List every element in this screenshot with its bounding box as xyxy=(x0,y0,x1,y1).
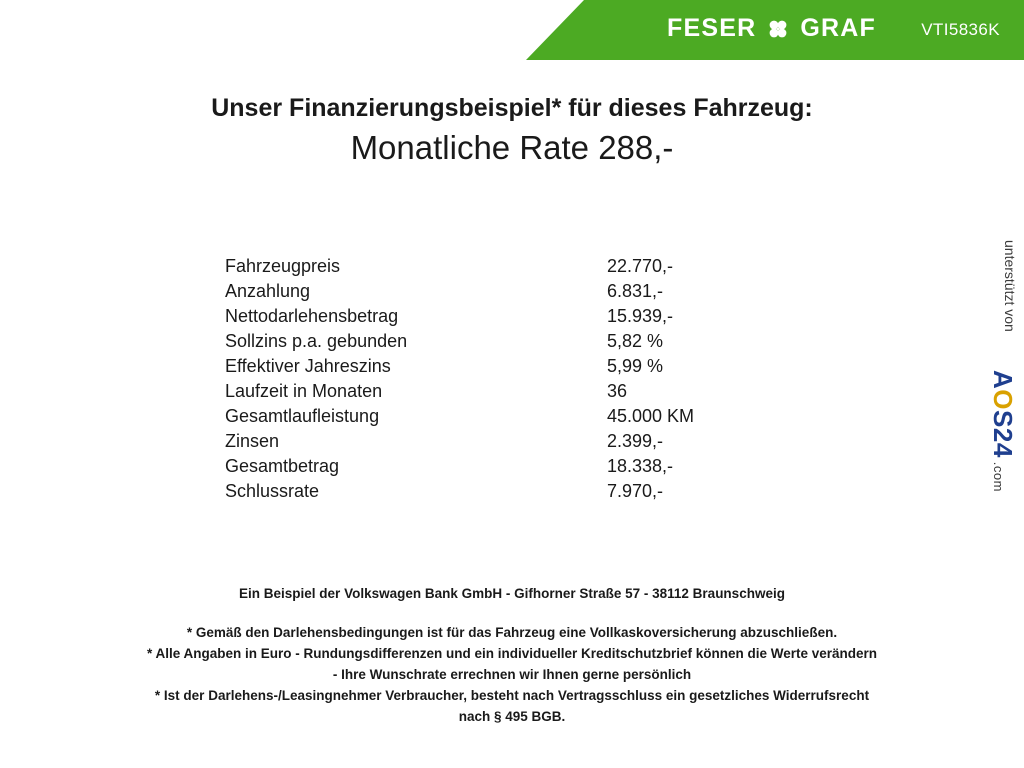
supported-by-block xyxy=(984,240,1018,520)
aos24-logo-24: 24 xyxy=(988,427,1018,458)
page-title: Unser Finanzierungsbeispiel* für dieses Fahrzeug: xyxy=(211,94,813,122)
table-row xyxy=(225,256,785,281)
table-row xyxy=(225,431,785,456)
footnote: nach § 495 BGB. xyxy=(458,708,566,724)
figure-value: 5,99 % xyxy=(607,356,664,376)
figure-label: Schlussrate xyxy=(225,481,320,501)
figure-value: 22.770,- xyxy=(607,256,674,276)
title-block xyxy=(0,94,1024,167)
clover-icon xyxy=(766,17,790,41)
footnote: * Ist der Darlehens-/Leasingnehmer Verbraucher, besteht nach Vertragsschluss ein gesetzliches Widerrufsrecht xyxy=(154,687,870,703)
figure-label: Sollzins p.a. gebunden xyxy=(225,331,408,351)
table-row xyxy=(225,456,785,481)
figures-table xyxy=(225,256,785,506)
table-row xyxy=(225,356,785,381)
figure-value: 45.000 KM xyxy=(607,406,695,426)
table-row xyxy=(225,381,785,406)
figure-value: 15.939,- xyxy=(607,306,674,326)
table-row xyxy=(225,306,785,331)
aos24-logo-a: A xyxy=(988,370,1018,390)
aos24-logo xyxy=(987,370,1018,530)
table-row xyxy=(225,281,785,306)
footnote: - Ihre Wunschrate errechnen wir Ihnen gerne persönlich xyxy=(332,666,692,682)
supported-by-label: unterstützt von xyxy=(1002,240,1018,332)
monthly-rate-headline: Monatliche Rate 288,- xyxy=(350,128,674,166)
aos24-logo-o: O xyxy=(988,389,1018,411)
figure-label: Effektiver Jahreszins xyxy=(225,356,391,376)
table-row xyxy=(225,406,785,431)
table-row xyxy=(225,331,785,356)
figure-value: 7.970,- xyxy=(607,481,664,501)
figure-value: 2.399,- xyxy=(607,431,664,451)
aos24-logo-s: S xyxy=(988,410,1018,428)
figure-value: 6.831,- xyxy=(607,281,664,301)
figure-value: 5,82 % xyxy=(607,331,664,351)
figure-label: Gesamtlaufleistung xyxy=(225,406,380,426)
figure-label: Zinsen xyxy=(225,431,280,451)
footnote: * Alle Angaben in Euro - Rundungsdifferenzen und ein individueller Kreditschutzbrief können die Werte verändern xyxy=(146,645,878,661)
bank-disclosure: Ein Beispiel der Volkswagen Bank GmbH - Gifhorner Straße 57 - 38112 Braunschweig xyxy=(239,586,785,601)
figure-label: Laufzeit in Monaten xyxy=(225,381,383,401)
page-header xyxy=(0,0,1024,60)
brand-name-left: FESER xyxy=(667,14,757,42)
figure-label: Fahrzeugpreis xyxy=(225,256,341,276)
aos24-logo-domain: .com xyxy=(991,461,1006,492)
footnote: * Gemäß den Darlehensbedingungen ist für das Fahrzeug eine Vollkaskoversicherung abzuschließen. xyxy=(186,625,838,640)
brand-name-right: GRAF xyxy=(800,14,876,42)
vehicle-id: VTI5836K xyxy=(921,20,1000,39)
figure-value: 18.338,- xyxy=(607,456,674,476)
table-row xyxy=(225,481,785,506)
figure-label: Gesamtbetrag xyxy=(225,456,340,476)
figure-label: Nettodarlehensbetrag xyxy=(225,306,399,326)
brand-logo xyxy=(667,14,876,43)
figure-label: Anzahlung xyxy=(225,281,311,301)
footnotes xyxy=(0,623,1024,728)
figure-value: 36 xyxy=(607,381,628,401)
